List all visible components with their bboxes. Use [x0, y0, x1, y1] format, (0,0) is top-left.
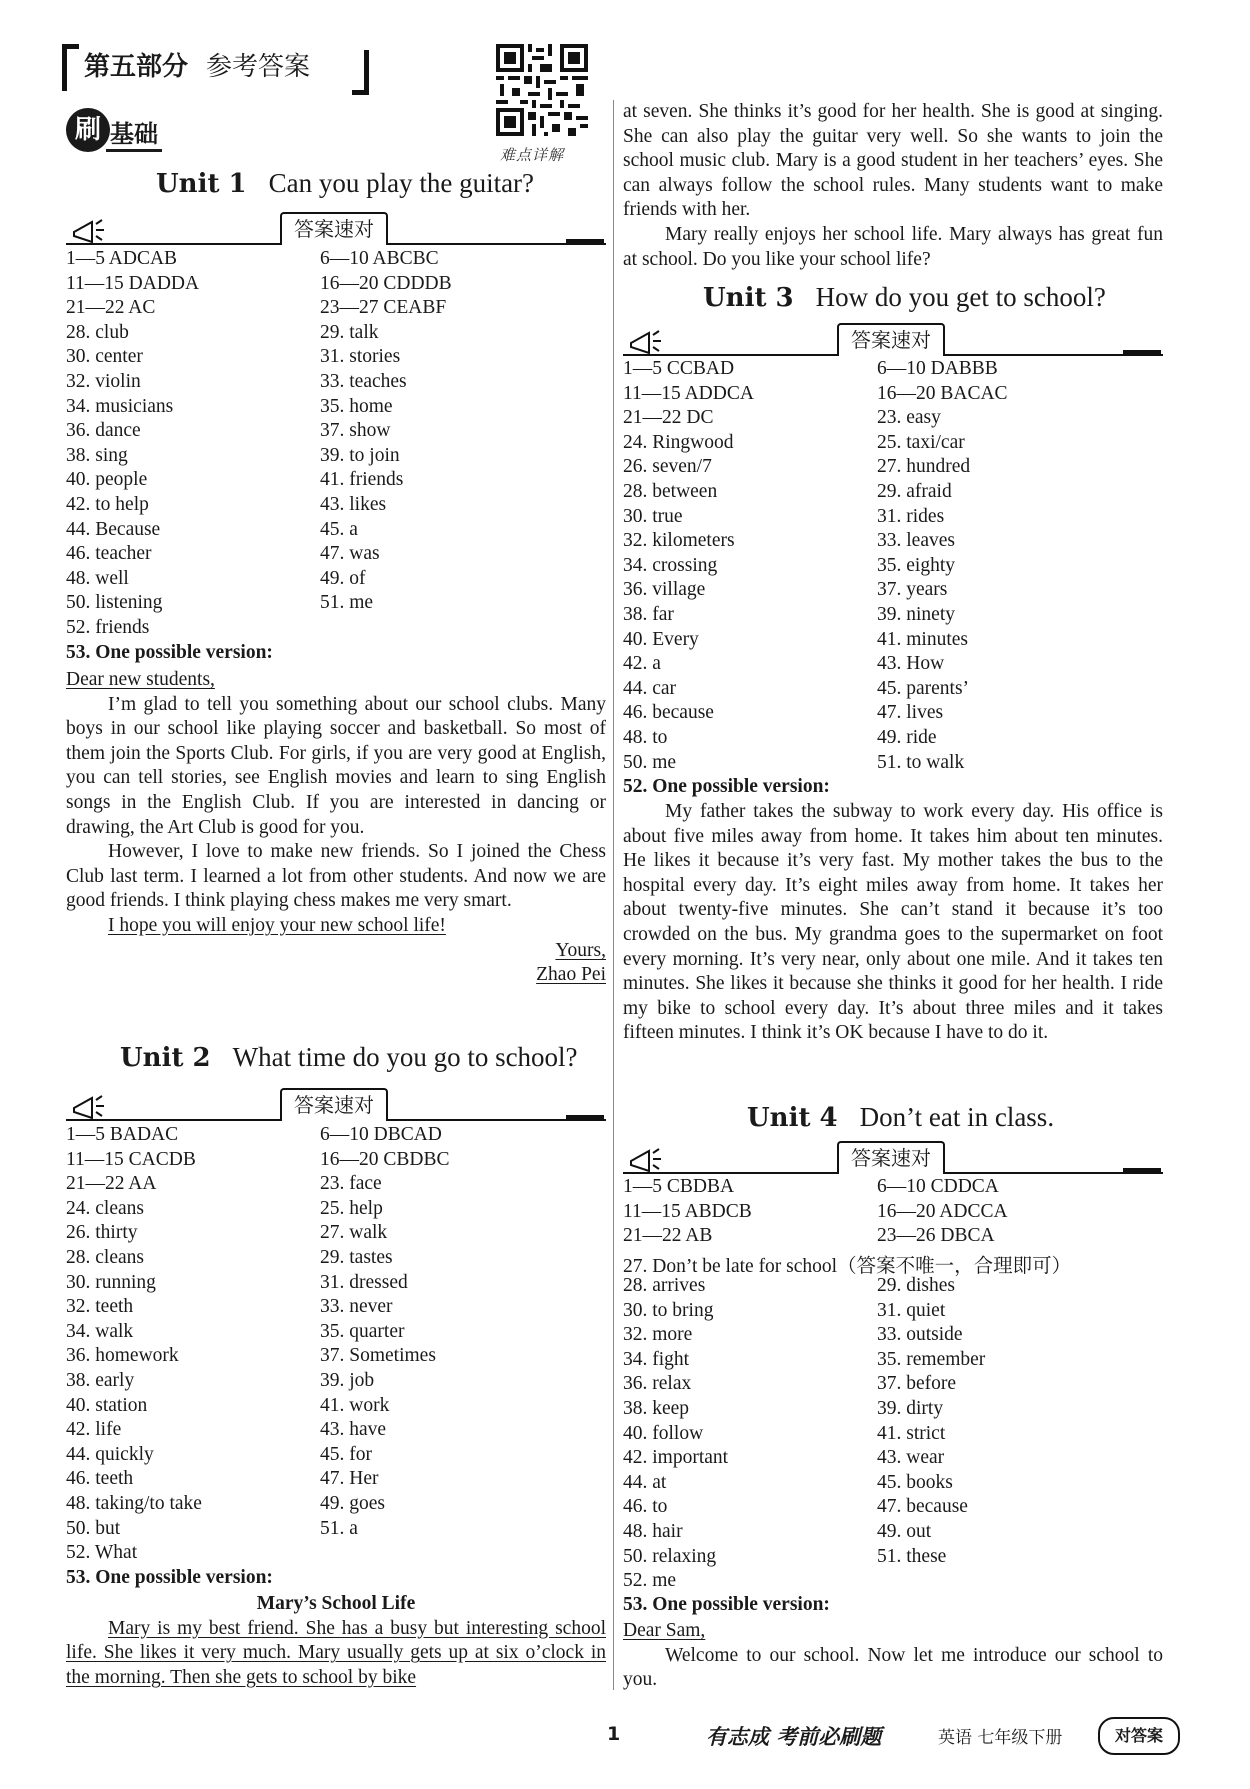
- answer-item: 49. ride: [877, 726, 937, 748]
- answer-item: 31. quiet: [877, 1299, 946, 1321]
- unit1-possible-version: 53. One possible version:: [66, 642, 273, 663]
- answer-item: 1—5 CCBAD: [623, 358, 735, 379]
- answer-item: 26. thirty: [66, 1222, 138, 1244]
- answer-row: [66, 494, 606, 519]
- answer-row: [66, 469, 606, 494]
- answer-item: 47. lives: [877, 702, 944, 724]
- qr-caption: 难点详解: [500, 146, 565, 164]
- unit4-title: [747, 1102, 1054, 1133]
- answer-row: [623, 383, 1163, 408]
- unit4-possible-version: 53. One possible version:: [623, 1594, 830, 1615]
- rule-end: [566, 1115, 604, 1120]
- answer-row: [623, 604, 1163, 629]
- unit4-item27: 27. Don’t be late for school（答案不唯一，合理即可）: [623, 1256, 1072, 1277]
- answer-item: 32. more: [623, 1324, 693, 1346]
- answer-item: 27. walk: [320, 1222, 388, 1244]
- unit3-essay: [623, 800, 1163, 1046]
- badge-text: 基础: [106, 114, 162, 152]
- megaphone-icon: [70, 216, 110, 244]
- unit4-number: Unit 4: [747, 1103, 838, 1133]
- essay-salutation: Dear new students,: [66, 669, 215, 690]
- essay-closing: Yours,: [555, 939, 606, 961]
- unit2-number: Unit 2: [120, 1043, 211, 1073]
- answer-item: 46. teeth: [66, 1468, 134, 1490]
- unit2-title: [120, 1042, 578, 1073]
- answer-row: [66, 273, 606, 298]
- answer-item: 49. goes: [320, 1492, 385, 1514]
- answer-item: 44. at: [623, 1471, 667, 1493]
- answer-item: 31. rides: [877, 505, 945, 527]
- answer-item: 46. to: [623, 1496, 668, 1518]
- answer-item: 51. me: [320, 592, 374, 614]
- answer-item: 35. quarter: [320, 1320, 405, 1342]
- answer-item: 33. leaves: [877, 530, 955, 552]
- unit2-answer-header: [66, 1088, 606, 1122]
- answers-logo: 对答案: [1098, 1717, 1180, 1755]
- answer-item: 23—27 CEABF: [320, 297, 447, 319]
- essay-paragraph: Welcome to our school. Now let me introduce our school to you.: [623, 1644, 1163, 1691]
- unit1-name: Can you play the guitar?: [268, 168, 535, 198]
- answer-row: [623, 678, 1163, 703]
- answer-item: 38. early: [66, 1369, 135, 1391]
- answer-item: 36. dance: [66, 420, 141, 442]
- answer-item: 32. violin: [66, 370, 141, 392]
- answer-item: 30. running: [66, 1271, 156, 1293]
- answer-item: 44. car: [623, 677, 677, 699]
- answer-row: [66, 1222, 606, 1247]
- answer-item: 39. job: [320, 1369, 375, 1391]
- essay-paragraph: Mary really enjoys her school life. Mary always has great fun at school. Do you like your school life?: [623, 223, 1163, 270]
- answer-item: 16—20 BACAC: [877, 382, 1008, 404]
- essay-paragraph: My father takes the subway to work every day. His office is about five miles away from home. It takes him about ten minutes. He likes it because it’s very fast. My mother takes the bus to the hospital every day. It’s eight miles away from home. It takes her about twenty-five minutes. She can’t stand it because it’s too crowded on the bus. My grandma goes to the supermarket on foot every morning. It’s very near, only about one mile. And it takes ten minutes. She likes it because she thinks it good for her health. I ride my bike to school every day. It’s about three miles and it takes fifteen minutes. I think it’s OK because I have to do it.: [623, 801, 1163, 1044]
- unit1-title: [156, 168, 534, 199]
- unit3-answers: [623, 358, 1163, 776]
- answer-item: 34. fight: [623, 1348, 690, 1370]
- answer-item: 26. seven/7: [623, 456, 712, 478]
- answer-item: 48. taking/to take: [66, 1492, 202, 1514]
- unit3-answer-header: [623, 323, 1163, 357]
- answer-row: [623, 358, 1163, 383]
- answer-item: 41. friends: [320, 469, 404, 491]
- answer-item: 1—5 ADCAB: [66, 248, 178, 269]
- answer-row: [66, 445, 606, 470]
- answer-item: 37. Sometimes: [320, 1345, 436, 1367]
- megaphone-icon: [627, 1145, 667, 1173]
- answer-item: 52. me: [623, 1570, 677, 1592]
- answer-row: [66, 1444, 606, 1469]
- answer-item: 23—26 DBCA: [877, 1225, 995, 1247]
- answer-item: 48. to: [623, 726, 668, 748]
- answer-item: 50. listening: [66, 592, 163, 614]
- answer-item: 11—15 DADDA: [66, 272, 200, 294]
- answer-item: 11—15 CACDB: [66, 1148, 196, 1170]
- answer-row: [66, 297, 606, 322]
- unit4-name: Don’t eat in class.: [859, 1102, 1055, 1132]
- answer-item: 42. life: [66, 1419, 122, 1441]
- rule-end: [1123, 350, 1161, 355]
- answer-item: 46. because: [623, 702, 714, 724]
- answer-row: [623, 555, 1163, 580]
- answer-item: 27. hundred: [877, 456, 971, 478]
- unit3-number: Unit 3: [703, 283, 794, 313]
- answer-row: [623, 1472, 1163, 1497]
- answer-item: 6—10 DABBB: [877, 358, 998, 379]
- unit4-answers-continued: [623, 1275, 1163, 1595]
- answer-item: 35. remember: [877, 1348, 986, 1370]
- answer-row: [66, 1518, 606, 1543]
- answer-item: 52. friends: [66, 616, 150, 638]
- answer-item: 24. Ringwood: [623, 431, 734, 453]
- answer-item: 30. to bring: [623, 1299, 714, 1321]
- answer-row: [66, 322, 606, 347]
- answer-item: 41. strict: [877, 1422, 946, 1444]
- answer-item: 21—22 AC: [66, 297, 156, 319]
- answer-row: [66, 519, 606, 544]
- unit4-answer-header: [623, 1141, 1163, 1175]
- answer-item: 34. musicians: [66, 395, 174, 417]
- essay-signature: Zhao Pei: [536, 964, 606, 986]
- essay-paragraph: I hope you will enjoy your new school life!: [108, 914, 446, 936]
- answer-row: [623, 702, 1163, 727]
- answer-box-label: 答案速对: [837, 323, 945, 356]
- answer-item: 47. was: [320, 543, 380, 565]
- rule-end: [1123, 1168, 1161, 1173]
- answer-item: 36. village: [623, 579, 706, 601]
- unit3-possible-version: 52. One possible version:: [623, 776, 830, 797]
- answer-row: [66, 420, 606, 445]
- answer-item: 42. to help: [66, 493, 149, 515]
- answer-item: 39. ninety: [877, 603, 955, 625]
- answer-item: 40. follow: [623, 1422, 704, 1444]
- answer-row: [623, 727, 1163, 752]
- answer-item: 39. to join: [320, 444, 400, 466]
- answer-item: 43. have: [320, 1419, 387, 1441]
- answer-row: [623, 1373, 1163, 1398]
- answer-item: 41. minutes: [877, 628, 968, 650]
- answer-item: 16—20 ADCCA: [877, 1200, 1008, 1222]
- answer-item: 42. a: [623, 653, 661, 675]
- unit1-number: Unit 1: [156, 169, 247, 199]
- answer-item: 51. to walk: [877, 751, 965, 773]
- answer-row: [66, 371, 606, 396]
- answer-row: [623, 1300, 1163, 1325]
- answer-item: 23. face: [320, 1173, 382, 1195]
- answer-item: 32. teeth: [66, 1296, 134, 1318]
- answer-item: 43. wear: [877, 1447, 945, 1469]
- answer-box-label: 答案速对: [837, 1141, 945, 1174]
- unit1-answer-header: [66, 212, 606, 246]
- answer-row: [66, 1321, 606, 1346]
- answer-row: [623, 629, 1163, 654]
- answer-item: 47. because: [877, 1496, 968, 1518]
- answer-box-label: 答案速对: [280, 1088, 388, 1121]
- answer-item: 35. home: [320, 395, 393, 417]
- answer-row: [623, 1496, 1163, 1521]
- answer-item: 50. relaxing: [623, 1545, 717, 1567]
- answer-row: [623, 1201, 1163, 1226]
- answer-row: [623, 432, 1163, 457]
- answer-item: 23. easy: [877, 407, 941, 429]
- answer-row: [623, 456, 1163, 481]
- answer-item: 33. never: [320, 1296, 393, 1318]
- answer-item: 30. true: [623, 505, 683, 527]
- essay-paragraph: However, I love to make new friends. So I joined the Chess Club last term. I learned a lot from other students. And now we are good friends. I think playing chess makes me very smart.: [66, 841, 606, 912]
- answer-item: 33. outside: [877, 1324, 963, 1346]
- answer-item: 33. teaches: [320, 370, 407, 392]
- answer-row: [66, 1296, 606, 1321]
- answer-item: 49. of: [320, 567, 366, 589]
- answer-item: 42. important: [623, 1447, 729, 1469]
- unit2-name: What time do you go to school?: [232, 1042, 578, 1072]
- answer-item: 29. afraid: [877, 480, 952, 502]
- unit2-possible-version: 53. One possible version:: [66, 1567, 273, 1588]
- answer-row: [66, 1493, 606, 1518]
- answer-row: [623, 1447, 1163, 1472]
- answer-row: [66, 1198, 606, 1223]
- answer-item: 37. years: [877, 579, 948, 601]
- answer-item: 41. work: [320, 1394, 390, 1416]
- answer-row: [623, 1324, 1163, 1349]
- answer-item: 45. a: [320, 518, 358, 540]
- answer-row: [623, 653, 1163, 678]
- answer-row: [66, 1395, 606, 1420]
- answer-item: 34. walk: [66, 1320, 134, 1342]
- answer-item: 31. dressed: [320, 1271, 408, 1293]
- badge-circle: 刷: [66, 108, 110, 152]
- answer-item: 38. far: [623, 603, 674, 625]
- answer-item: 1—5 CBDBA: [623, 1176, 735, 1197]
- answer-row: [623, 752, 1163, 777]
- unit4-answers: [623, 1176, 1163, 1250]
- answer-row: [66, 346, 606, 371]
- unit2-essay-continued: [623, 100, 1163, 272]
- megaphone-icon: [627, 327, 667, 355]
- essay-paragraph: I’m glad to tell you something about our school clubs. Many boys in our school like playing soccer and basketball. So most of them join the Sports Club. For girls, if you are very good at English, you can tell stories, see English movies and learn to sing English songs in the English Club. If you are interested in dancing or drawing, the Art Club is good for you.: [66, 693, 606, 838]
- answer-row: [623, 506, 1163, 531]
- answer-item: 21—22 DC: [623, 407, 714, 429]
- answer-item: 25. help: [320, 1197, 383, 1219]
- answer-item: 40. people: [66, 469, 148, 491]
- unit4-essay: [623, 1619, 1163, 1693]
- answer-row: [66, 1124, 606, 1149]
- unit2-answers: [66, 1124, 606, 1567]
- answer-item: 52. What: [66, 1542, 138, 1564]
- essay-title: Mary’s School Life: [256, 1593, 416, 1614]
- answer-row: [66, 1345, 606, 1370]
- unit1-answers: [66, 248, 606, 642]
- answer-row: [623, 1521, 1163, 1546]
- answer-item: 32. kilometers: [623, 530, 735, 552]
- part-label: 第五部分: [84, 52, 189, 82]
- answer-item: 47. Her: [320, 1468, 379, 1490]
- answer-item: 28. club: [66, 321, 129, 343]
- brand-name: 有志成 考前必刷题: [706, 1724, 882, 1749]
- answer-box-label: 答案速对: [280, 212, 388, 245]
- answer-row: [623, 1275, 1163, 1300]
- answer-row: [66, 248, 606, 273]
- answer-item: 45. for: [320, 1443, 372, 1465]
- answer-item: 28. arrives: [623, 1275, 706, 1296]
- right-column: [623, 0, 1163, 1700]
- answer-item: 51. these: [877, 1545, 947, 1567]
- answer-item: 50. me: [623, 751, 677, 773]
- answer-row: [66, 617, 606, 642]
- left-column: [66, 0, 606, 1700]
- answer-row: [66, 1542, 606, 1567]
- answer-row: [623, 1423, 1163, 1448]
- unit3-title: [703, 282, 1106, 313]
- answers-label: 参考答案: [206, 52, 311, 82]
- answer-item: 29. dishes: [877, 1275, 955, 1296]
- answer-row: [623, 1176, 1163, 1201]
- answer-item: 40. station: [66, 1394, 148, 1416]
- answer-item: 49. out: [877, 1520, 932, 1542]
- answer-item: 16—20 CBDBC: [320, 1148, 450, 1170]
- answer-row: [623, 530, 1163, 555]
- answer-item: 38. sing: [66, 444, 128, 466]
- answer-item: 25. taxi/car: [877, 431, 965, 453]
- answer-item: 36. homework: [66, 1345, 179, 1367]
- unit2-essay: [66, 1592, 606, 1690]
- answer-row: [66, 1247, 606, 1272]
- essay-paragraph: at seven. She thinks it’s good for her health. She is good at singing. She can also play the guitar very well. So she wants to join the school music club. Mary is a good student in her teachers’ eyes. She can always follow the school rules. Many students want to make friends with her.: [623, 101, 1163, 221]
- answer-item: 40. Every: [623, 628, 699, 650]
- answer-item: 28. cleans: [66, 1246, 144, 1268]
- unit3-name: How do you get to school?: [815, 282, 1106, 312]
- answer-item: 44. quickly: [66, 1443, 154, 1465]
- answer-row: [623, 579, 1163, 604]
- page-footer: [0, 1717, 1250, 1757]
- answer-row: [66, 1468, 606, 1493]
- answer-item: 34. crossing: [623, 554, 718, 576]
- unit1-essay: [66, 668, 606, 988]
- answer-item: 51. a: [320, 1517, 358, 1539]
- answer-row: [66, 568, 606, 593]
- answer-item: 30. center: [66, 346, 143, 368]
- answer-item: 16—20 CDDDB: [320, 272, 452, 294]
- answer-row: [66, 1149, 606, 1174]
- answer-row: [623, 1398, 1163, 1423]
- answer-row: [623, 1546, 1163, 1571]
- answer-item: 43. How: [877, 653, 945, 675]
- answer-item: 6—10 CDDCA: [877, 1176, 999, 1197]
- answer-row: [623, 407, 1163, 432]
- answer-item: 43. likes: [320, 493, 387, 515]
- subject-label: 英语 七年级下册: [938, 1728, 1063, 1748]
- answer-row: [66, 1419, 606, 1444]
- answer-item: 11—15 ADDCA: [623, 382, 754, 404]
- answer-row: [66, 1173, 606, 1198]
- answer-item: 48. well: [66, 567, 129, 589]
- answer-row: [623, 1570, 1163, 1595]
- rule-end: [566, 239, 604, 244]
- essay-paragraph: Mary is my best friend. She has a busy but interesting school life. She likes it very much. Mary usually gets up at six o’clock in the morning. Then she gets to school by bike: [66, 1617, 606, 1688]
- answer-row: [623, 481, 1163, 506]
- answer-item: 46. teacher: [66, 543, 152, 565]
- answer-item: 21—22 AB: [623, 1225, 713, 1247]
- answer-item: 11—15 ABDCB: [623, 1200, 752, 1222]
- answer-item: 31. stories: [320, 346, 401, 368]
- answer-item: 28. between: [623, 480, 718, 502]
- megaphone-icon: [70, 1092, 110, 1120]
- answer-row: [623, 1225, 1163, 1250]
- answer-item: 6—10 ABCBC: [320, 248, 439, 269]
- answer-row: [66, 592, 606, 617]
- answer-row: [66, 1272, 606, 1297]
- answer-row: [66, 396, 606, 421]
- page-number: 1: [607, 1723, 621, 1745]
- answer-row: [623, 1349, 1163, 1374]
- answer-item: 45. books: [877, 1471, 953, 1493]
- answer-item: 29. talk: [320, 321, 379, 343]
- answer-item: 37. before: [877, 1373, 957, 1395]
- answer-item: 36. relax: [623, 1373, 692, 1395]
- answer-item: 44. Because: [66, 518, 161, 540]
- column-divider: [613, 100, 614, 1690]
- answer-item: 21—22 AA: [66, 1173, 157, 1195]
- answer-row: [66, 1370, 606, 1395]
- answer-item: 38. keep: [623, 1397, 690, 1419]
- essay-salutation: Dear Sam,: [623, 1620, 706, 1641]
- answer-item: 35. eighty: [877, 554, 955, 576]
- answer-item: 29. tastes: [320, 1246, 393, 1268]
- answer-item: 24. cleans: [66, 1197, 144, 1219]
- answer-item: 1—5 BADAC: [66, 1124, 179, 1145]
- answer-item: 48. hair: [623, 1520, 683, 1542]
- answer-row: [66, 543, 606, 568]
- answer-item: 45. parents’: [877, 677, 970, 699]
- answer-item: 6—10 DBCAD: [320, 1124, 442, 1145]
- answer-item: 37. show: [320, 420, 391, 442]
- answer-item: 39. dirty: [877, 1397, 944, 1419]
- answer-item: 50. but: [66, 1517, 121, 1539]
